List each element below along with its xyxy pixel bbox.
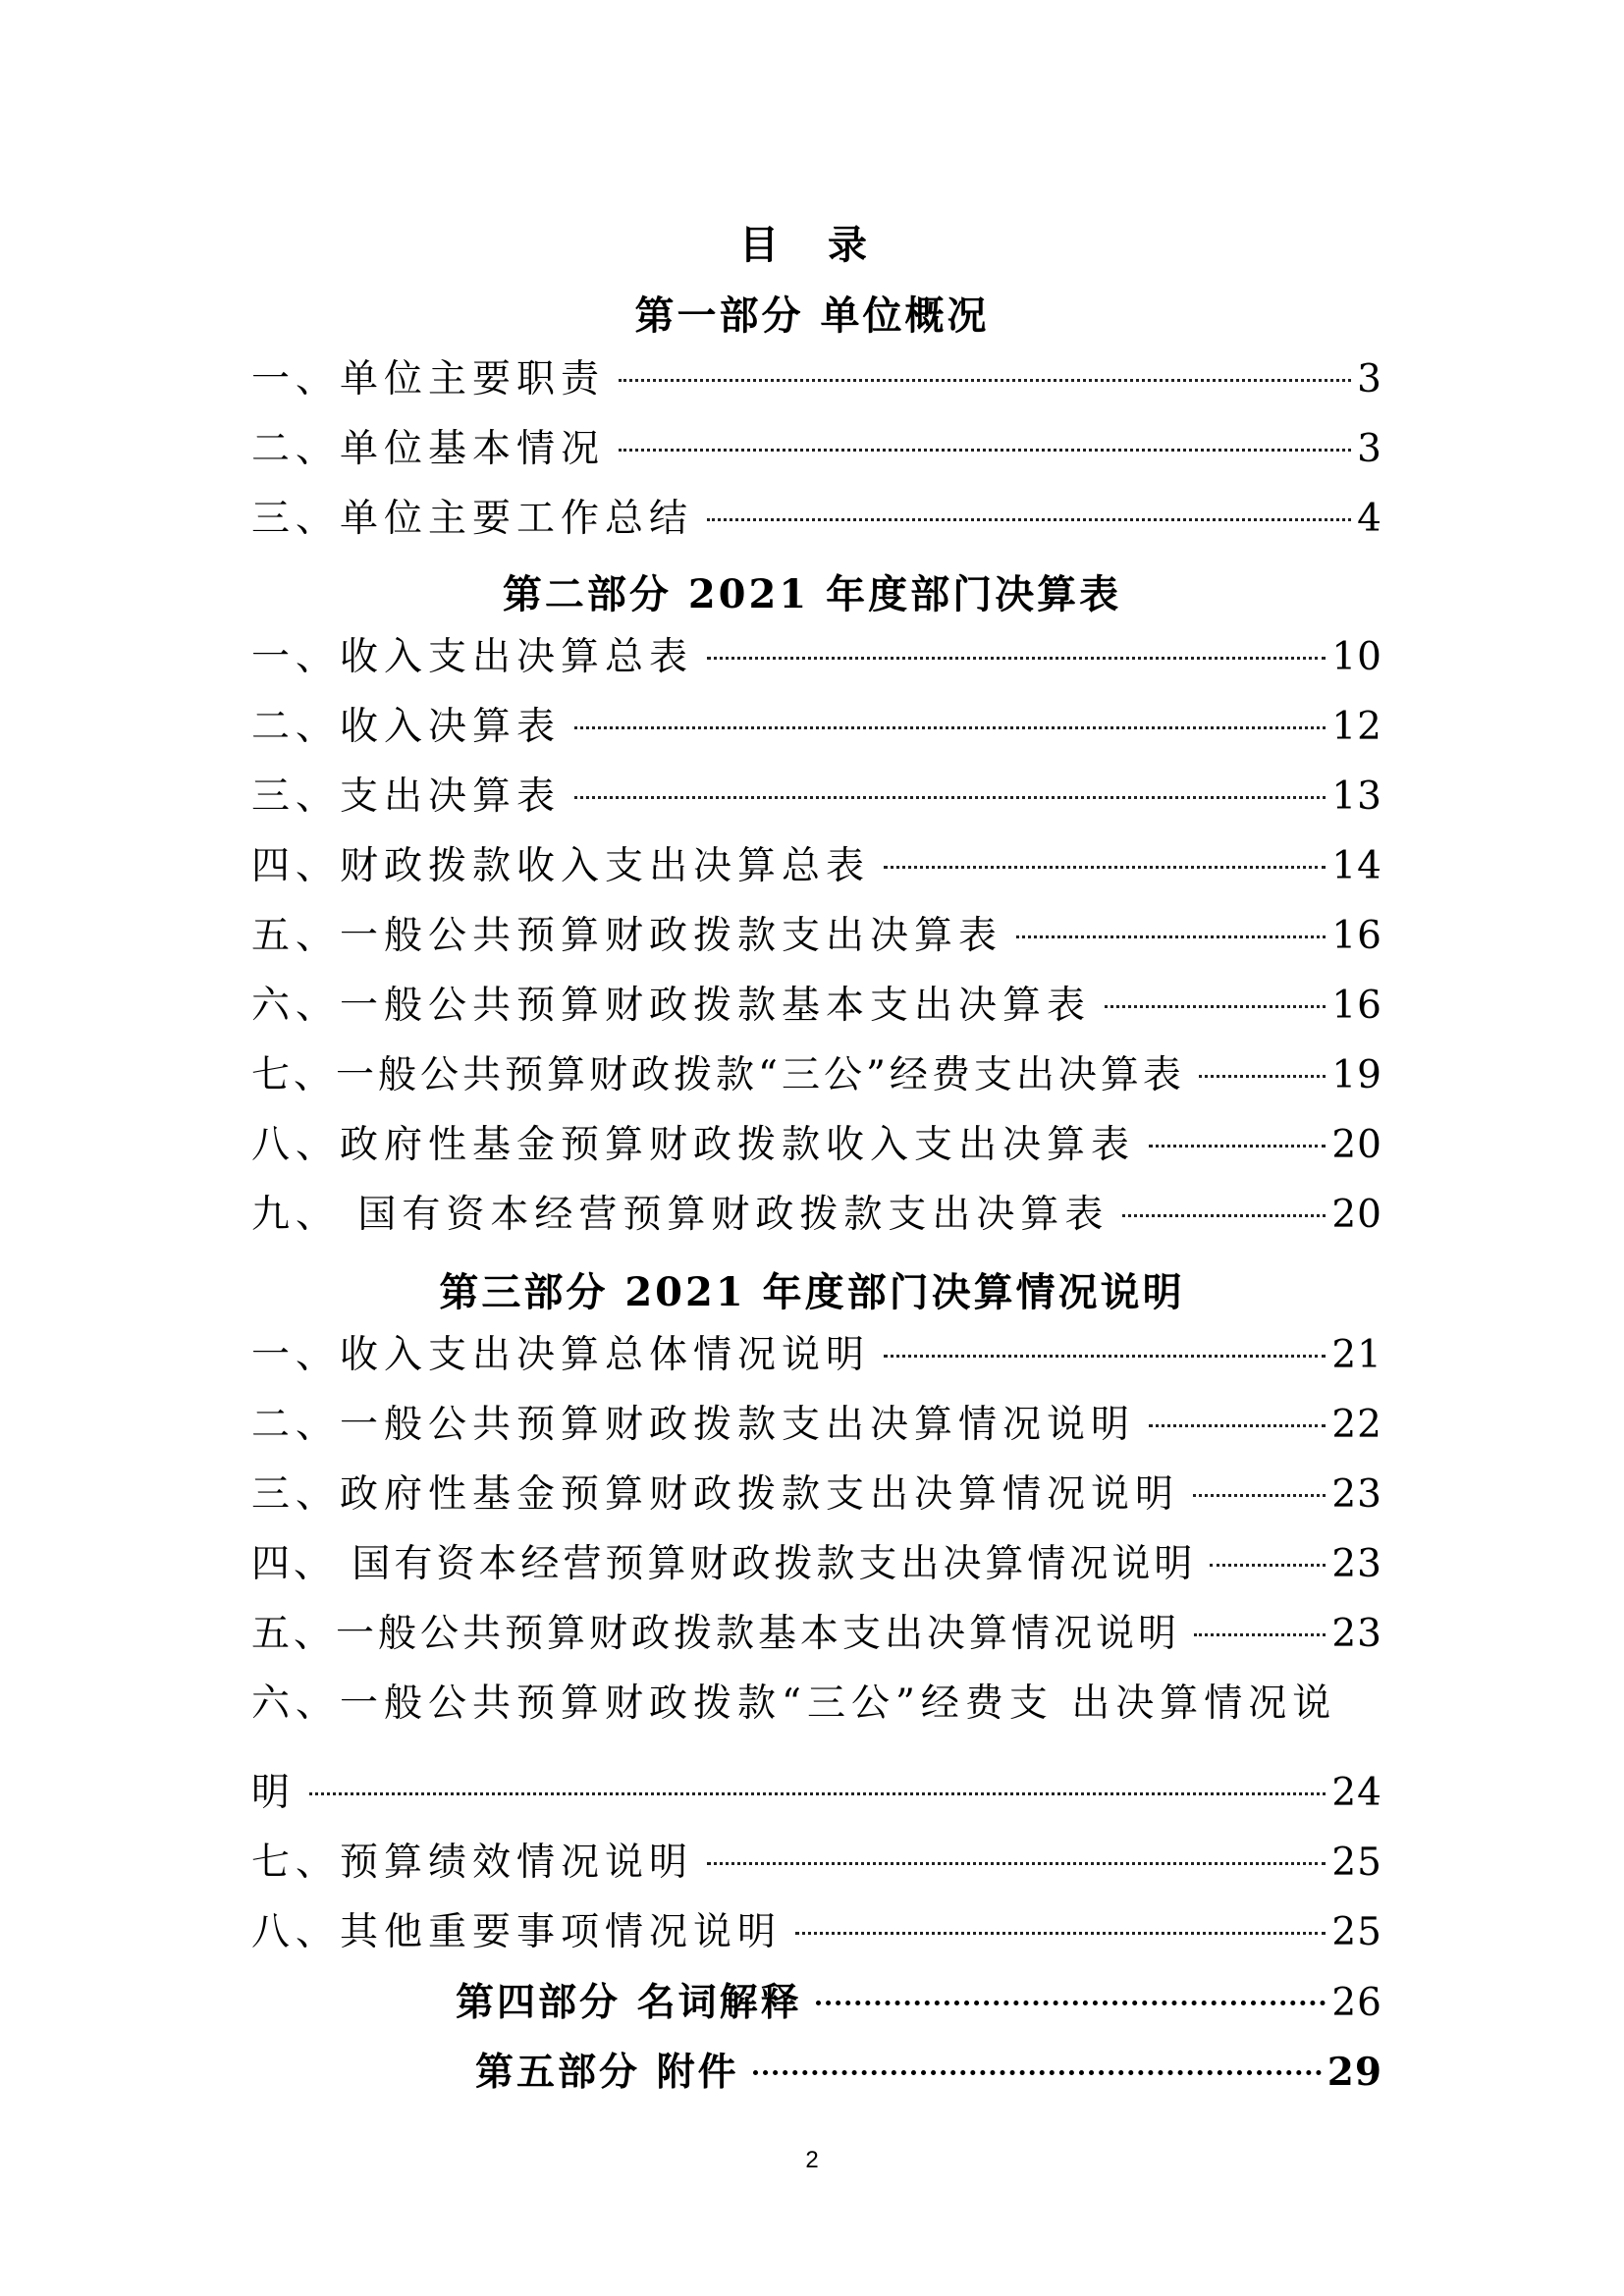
dot-leader: [753, 2070, 1322, 2075]
toc-entry[interactable]: [251, 1767, 1382, 1820]
part1-heading: 第一部分 单位概况: [634, 293, 990, 339]
dot-leader: [1199, 1075, 1326, 1078]
toc-entry-label: 五、一般公共预算财政拨款基本支出决算情况说明: [251, 1612, 1181, 1656]
dot-leader: [707, 518, 1351, 521]
dot-leader: [574, 796, 1326, 799]
toc-entry-page: 23: [1331, 1612, 1382, 1656]
dot-leader: [1149, 1424, 1326, 1427]
toc-entry-page: 19: [1331, 1053, 1382, 1097]
dot-leader: [816, 2001, 1326, 2005]
toc-entry-page: 23: [1331, 1472, 1382, 1517]
toc-entry-label: 八、政府性基金预算财政拨款收入支出决算表: [251, 1123, 1136, 1167]
toc-entry[interactable]: [251, 771, 1382, 824]
toc-entry-label: 三、单位主要工作总结: [251, 497, 694, 541]
toc-entry-part5[interactable]: [475, 2046, 1382, 2099]
toc-entry[interactable]: [251, 493, 1382, 546]
dot-leader: [1016, 935, 1326, 938]
toc-entry[interactable]: [251, 423, 1382, 476]
toc-entry-page: 20: [1331, 1123, 1382, 1167]
toc-entry-label: 九、 国有资本经营预算财政拨款支出决算表: [251, 1193, 1110, 1237]
toc-entry-page: 3: [1357, 427, 1382, 471]
dot-leader: [1149, 1145, 1326, 1148]
dot-leader: [707, 657, 1326, 660]
toc-entry-label: 二、收入决算表: [251, 705, 562, 749]
toc-entry[interactable]: [251, 1119, 1382, 1172]
toc-entry-page: 12: [1331, 705, 1382, 749]
dot-leader: [1210, 1564, 1326, 1567]
toc-entry-label: 七、一般公共预算财政拨款“三公”经费支出决算表: [251, 1053, 1185, 1097]
toc-entry-page: 23: [1331, 1542, 1382, 1586]
toc-entry-page: 26: [1331, 1981, 1382, 2025]
toc-entry[interactable]: [251, 1049, 1382, 1102]
toc-entry[interactable]: [251, 353, 1382, 406]
toc-entry-label: 五、一般公共预算财政拨款支出决算表: [251, 914, 1003, 958]
dot-leader: [1194, 1633, 1326, 1636]
toc-entry-part4[interactable]: [456, 1976, 1382, 2029]
toc-entry-page: 20: [1331, 1193, 1382, 1237]
dot-leader: [884, 866, 1326, 869]
toc-entry[interactable]: [251, 1608, 1382, 1661]
toc-entry-page: 3: [1357, 357, 1382, 401]
toc-entry-label: 一、收入支出决算总表: [251, 635, 694, 679]
toc-entry-page: 22: [1331, 1403, 1382, 1447]
toc-entry[interactable]: [251, 980, 1382, 1033]
toc-entry-label: 二、一般公共预算财政拨款支出决算情况说明: [251, 1403, 1136, 1447]
part3-heading: 第三部分 2021 年度部门决算情况说明: [439, 1269, 1185, 1315]
toc-entry-page: 16: [1331, 914, 1382, 958]
toc-entry[interactable]: [251, 1399, 1382, 1452]
toc-entry[interactable]: [251, 910, 1382, 963]
dot-leader: [619, 449, 1351, 452]
toc-entry-label: 三、政府性基金预算财政拨款支出决算情况说明: [251, 1472, 1180, 1517]
dot-leader: [1193, 1494, 1326, 1497]
toc-entry-label: 四、 国有资本经营预算财政拨款支出决算情况说明: [251, 1542, 1197, 1586]
toc-entry-page: 13: [1331, 774, 1382, 819]
dot-leader: [309, 1792, 1326, 1795]
toc-entry-label: 四、财政拨款收入支出决算总表: [251, 844, 871, 888]
dot-leader: [884, 1355, 1326, 1358]
dot-leader: [707, 1862, 1326, 1865]
toc-entry-label: 第四部分 名词解释: [456, 1980, 802, 2025]
toc-entry-page: 29: [1326, 2050, 1382, 2095]
part2-heading: 第二部分 2021 年度部门决算表: [502, 571, 1122, 617]
toc-entry[interactable]: [251, 1538, 1382, 1591]
toc-entry[interactable]: [251, 1906, 1382, 1959]
toc-entry-label: 第五部分 附件: [475, 2050, 739, 2095]
toc-entry[interactable]: [251, 1329, 1382, 1382]
toc-entry-wrapped-line[interactable]: 六、一般公共预算财政拨款“三公”经费支 出决算情况说: [251, 1682, 1337, 1726]
toc-entry-label: 六、一般公共预算财政拨款基本支出决算表: [251, 984, 1092, 1028]
toc-entry-page: 16: [1331, 984, 1382, 1028]
toc-entry[interactable]: [251, 1837, 1382, 1890]
toc-entry-label: 八、其他重要事项情况说明: [251, 1910, 783, 1954]
toc-entry-page: 14: [1331, 844, 1382, 888]
toc-entry-label: 二、单位基本情况: [251, 427, 606, 471]
toc-entry-label: 一、单位主要职责: [251, 357, 606, 401]
dot-leader: [619, 379, 1351, 382]
toc-entry-label: 明: [251, 1771, 297, 1815]
toc-entry[interactable]: [251, 1468, 1382, 1522]
dot-leader: [795, 1932, 1326, 1935]
toc-entry[interactable]: [251, 840, 1382, 893]
toc-entry-page: 25: [1331, 1841, 1382, 1885]
toc-entry-label: 三、支出决算表: [251, 774, 562, 819]
toc-entry-label: 一、收入支出决算总体情况说明: [251, 1333, 871, 1377]
toc-entry-page: 10: [1331, 635, 1382, 679]
toc-entry-page: 25: [1331, 1910, 1382, 1954]
dot-leader: [1122, 1214, 1326, 1217]
page-number: 2: [805, 2147, 819, 2173]
dot-leader: [574, 726, 1326, 729]
toc-title: 目 录: [739, 222, 885, 268]
toc-entry-page: 24: [1331, 1771, 1382, 1815]
toc-entry-label: 七、预算绩效情况说明: [251, 1841, 694, 1885]
toc-entry-page: 21: [1331, 1333, 1382, 1377]
toc-entry[interactable]: [251, 1189, 1382, 1242]
toc-entry[interactable]: [251, 631, 1382, 684]
toc-entry[interactable]: [251, 701, 1382, 754]
dot-leader: [1105, 1005, 1326, 1008]
toc-entry-page: 4: [1357, 497, 1382, 541]
